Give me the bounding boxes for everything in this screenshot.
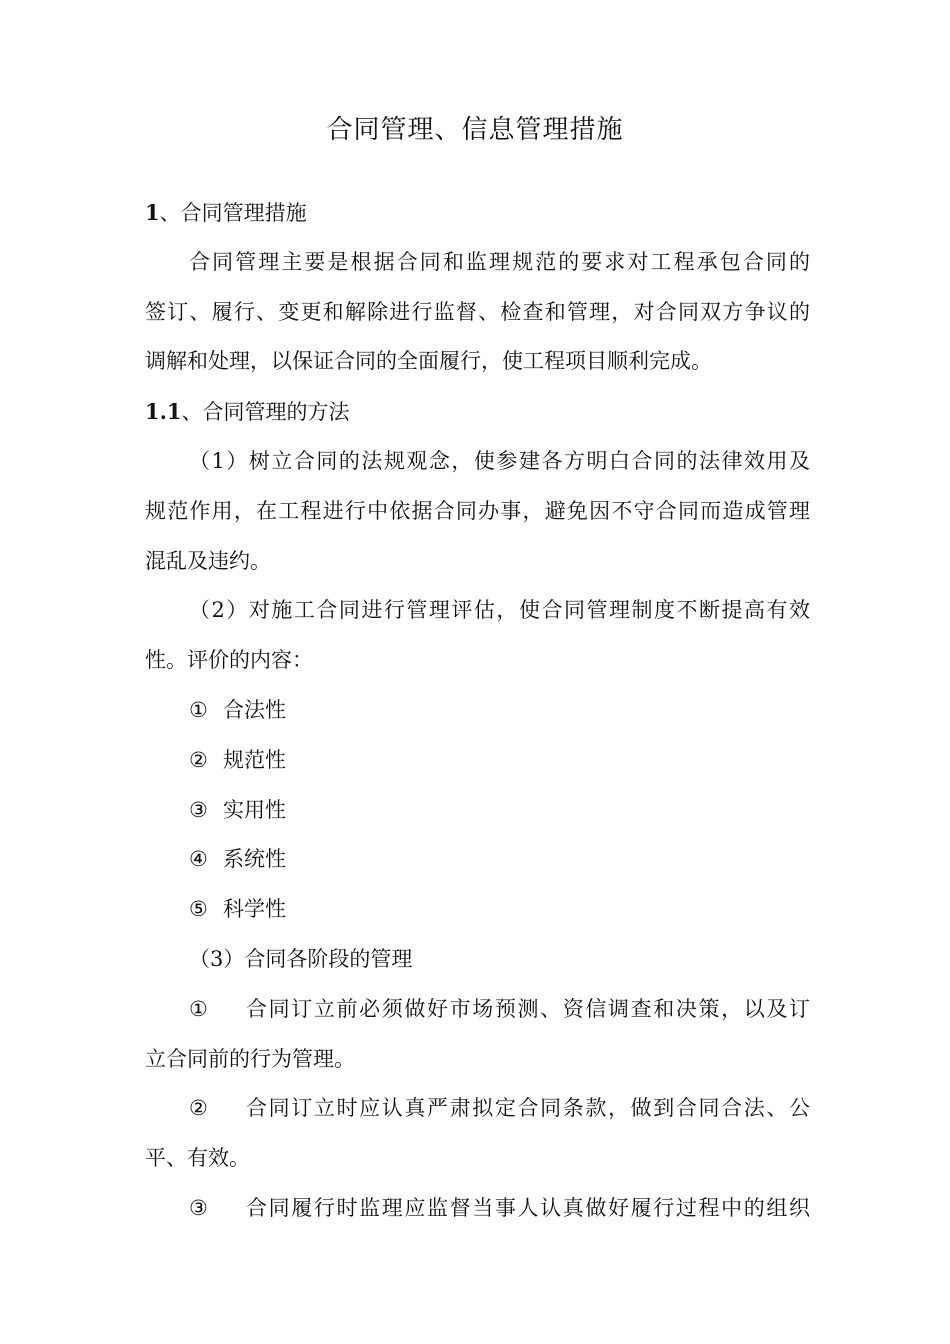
paragraph-line: 混乱及违约。	[145, 548, 271, 573]
phase-item	[145, 1084, 810, 1134]
list-marker: ①	[189, 996, 208, 1021]
section-number: 1	[145, 200, 160, 225]
paragraph-line: （1）树立合同的法规观念，使参建各方明白合同的法律效用及	[189, 448, 810, 473]
document-title: 合同管理、信息管理措施	[326, 115, 624, 145]
list-marker: ②	[189, 1096, 208, 1121]
phase-text: 合同履行时监理应监督当事人认真做好履行过程中的组织	[246, 1195, 810, 1220]
list-marker: ②	[189, 747, 208, 772]
phase-text: 合同订立前必须做好市场预测、资信调查和决策，以及订	[246, 996, 810, 1021]
paragraph-line: （3）合同各阶段的管理	[189, 946, 413, 971]
criteria-text: 科学性	[223, 897, 286, 922]
list-marker: ③	[189, 797, 208, 822]
paragraph-line: （2）对施工合同进行管理评估，使合同管理制度不断提高有效	[189, 598, 810, 623]
list-marker: ④	[189, 847, 208, 872]
criteria-item	[145, 736, 810, 786]
paragraph-line: 规范作用，在工程进行中依据合同办事，避免因不守合同而造成管理	[145, 498, 810, 523]
list-marker: ⑤	[189, 897, 208, 922]
criteria-item	[145, 686, 810, 736]
phase-text: 合同订立时应认真严肃拟定合同条款，做到合同合法、公	[246, 1096, 810, 1121]
criteria-text: 规范性	[223, 747, 286, 772]
paragraph-line: 平、有效。	[145, 1146, 250, 1171]
subsection-number: 1.1	[145, 399, 182, 425]
paragraph-line: 调解和处理，以保证合同的全面履行，使工程项目顺利完成。	[145, 349, 712, 374]
criteria-text: 系统性	[223, 847, 286, 872]
subsection-title: 、合同管理的方法	[181, 400, 350, 425]
document-body	[145, 188, 810, 1234]
section-heading	[145, 188, 810, 238]
criteria-item	[145, 885, 810, 935]
section-title: 、合同管理措施	[159, 201, 307, 225]
criteria-item	[145, 786, 810, 836]
list-marker: ③	[189, 1195, 208, 1220]
phase-item	[145, 1184, 810, 1234]
criteria-item	[145, 835, 810, 885]
paragraph-line: 性。评价的内容：	[145, 648, 313, 673]
phase-item	[145, 985, 810, 1035]
paragraph-line: 立合同前的行为管理。	[145, 1046, 355, 1071]
paragraph-line: 签订、履行、变更和解除进行监督、检查和管理，对合同双方争议的	[145, 299, 810, 324]
subsection-heading	[145, 387, 810, 437]
list-marker: ①	[189, 697, 208, 722]
criteria-text: 实用性	[223, 797, 286, 822]
paragraph-line: 合同管理主要是根据合同和监理规范的要求对工程承包合同的	[189, 249, 810, 274]
criteria-text: 合法性	[223, 697, 286, 722]
